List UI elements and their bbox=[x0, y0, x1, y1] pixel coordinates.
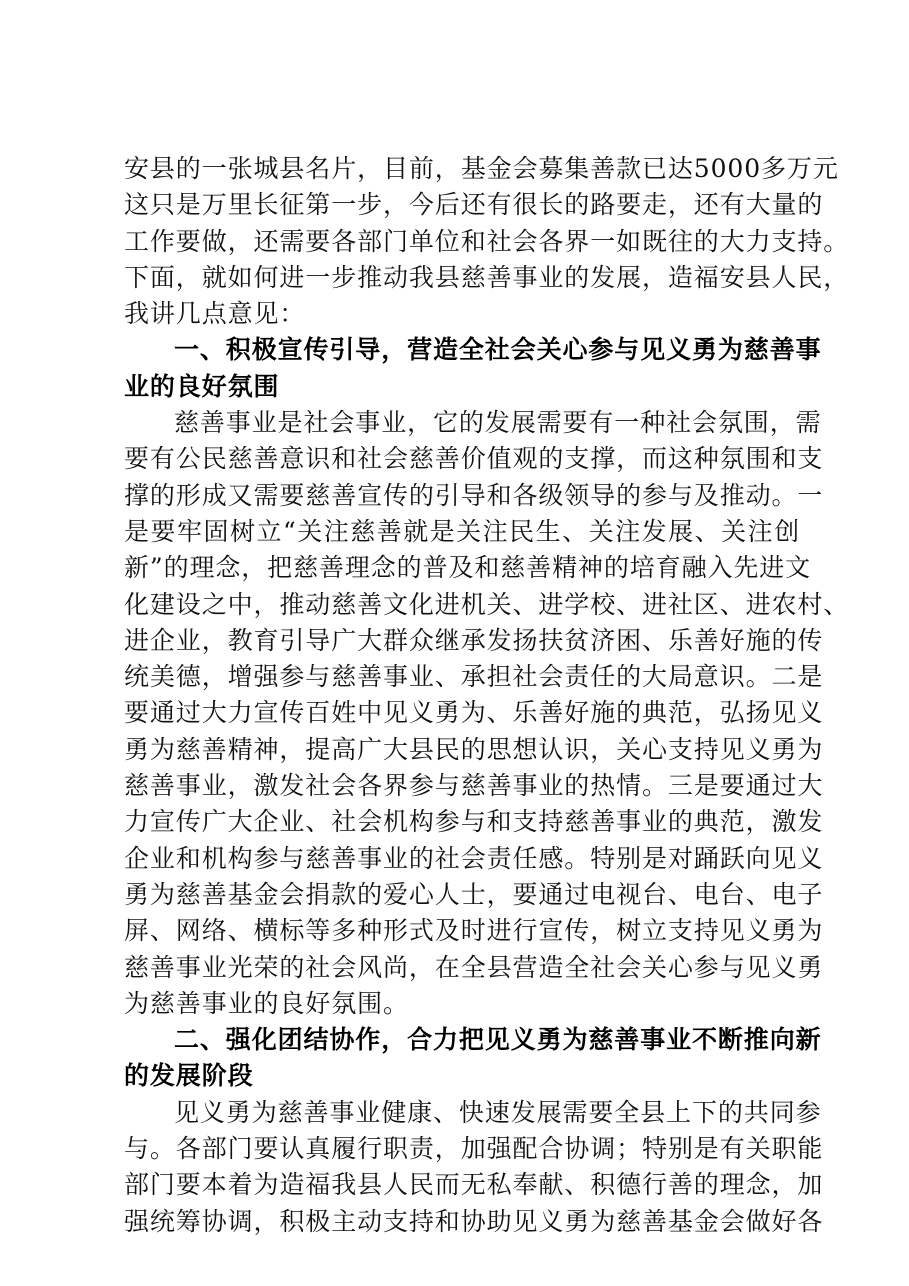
heading-line: 业的良好氛围 bbox=[124, 371, 280, 401]
text-line: 勇为慈善精神，提高广大县民的思想认识，关心支持见义勇为 bbox=[124, 734, 824, 764]
section-2-paragraph bbox=[124, 1095, 824, 1240]
text-line: 新”的理念，把慈善理念的普及和慈善精神的培育融入先进文 bbox=[124, 553, 812, 583]
text-line: 工作要做，还需要各部门单位和社会各界一如既往的大力支持。 bbox=[124, 226, 850, 256]
text-line: 这只是万里长征第一步，今后还有很长的路要走，还有大量的 bbox=[124, 190, 824, 220]
text-line: 与。各部门要认真履行职责，加强配合协调；特别是有关职能 bbox=[124, 1134, 824, 1164]
text-line: 进企业，教育引导广大群众继承发扬扶贫济困、乐善好施的传 bbox=[124, 625, 824, 655]
text-line: 屏、网络、横标等多种形式及时进行宣传，树立支持见义勇为 bbox=[124, 916, 824, 946]
text-line: 撑的形成又需要慈善宣传的引导和各级领导的参与及推动。一 bbox=[124, 480, 824, 510]
intro-paragraph bbox=[124, 151, 850, 332]
text-line: 化建设之中，推动慈善文化进机关、进学校、进社区、进农村、 bbox=[124, 589, 850, 619]
text-line: 强统筹协调，积极主动支持和协助见义勇为慈善基金会做好各 bbox=[124, 1206, 824, 1236]
document-body bbox=[124, 151, 850, 1240]
text-line: 慈善事业，激发社会各界参与慈善事业的热情。三是要通过大 bbox=[124, 771, 824, 801]
text-line: 企业和机构参与慈善事业的社会责任感。特别是对踊跃向见义 bbox=[124, 843, 824, 873]
text-line: 为慈善事业的良好氛围。 bbox=[124, 988, 409, 1018]
text-line: 我讲几点意见： bbox=[124, 299, 306, 329]
text-line: 见义勇为慈善事业健康、快速发展需要全县上下的共同参 bbox=[174, 1097, 822, 1127]
section-1-heading bbox=[124, 332, 822, 405]
text-line: 部门要本着为造福我县人民而无私奉献、积德行善的理念，加 bbox=[124, 1170, 824, 1200]
text-line: 安县的一张城县名片，目前，基金会募集善款已达5000多万元 bbox=[124, 154, 839, 183]
text-line: 下面，就如何进一步推动我县慈善事业的发展，造福安县人民， bbox=[124, 262, 850, 292]
text-line: 要通过大力宣传百姓中见义勇为、乐善好施的典范，弘扬见义 bbox=[124, 698, 824, 728]
text-line: 慈善事业光荣的社会风尚，在全县营造全社会关心参与见义勇 bbox=[124, 952, 824, 982]
heading-line: 的发展阶段 bbox=[124, 1061, 254, 1091]
text-line: 力宣传广大企业、社会机构参与和支持慈善事业的典范，激发 bbox=[124, 807, 824, 837]
text-line: 要有公民慈善意识和社会慈善价值观的支撑，而这种氛围和支 bbox=[124, 444, 824, 474]
section-2-heading bbox=[124, 1022, 822, 1095]
text-line: 统美德，增强参与慈善事业、承担社会责任的大局意识。二是 bbox=[124, 662, 824, 692]
heading-line: 二、强化团结协作，合力把见义勇为慈善事业不断推向新 bbox=[174, 1025, 822, 1055]
text-line: 慈善事业是社会事业，它的发展需要有一种社会氛围，需 bbox=[174, 408, 822, 438]
text-line: 勇为慈善基金会捐款的爱心人士，要通过电视台、电台、电子 bbox=[124, 879, 824, 909]
section-1-paragraph bbox=[124, 405, 850, 1022]
text-line: 是要牢固树立“关注慈善就是关注民生、关注发展、关注创 bbox=[124, 516, 800, 546]
heading-line: 一、积极宣传引导，营造全社会关心参与见义勇为慈善事 bbox=[174, 335, 822, 365]
